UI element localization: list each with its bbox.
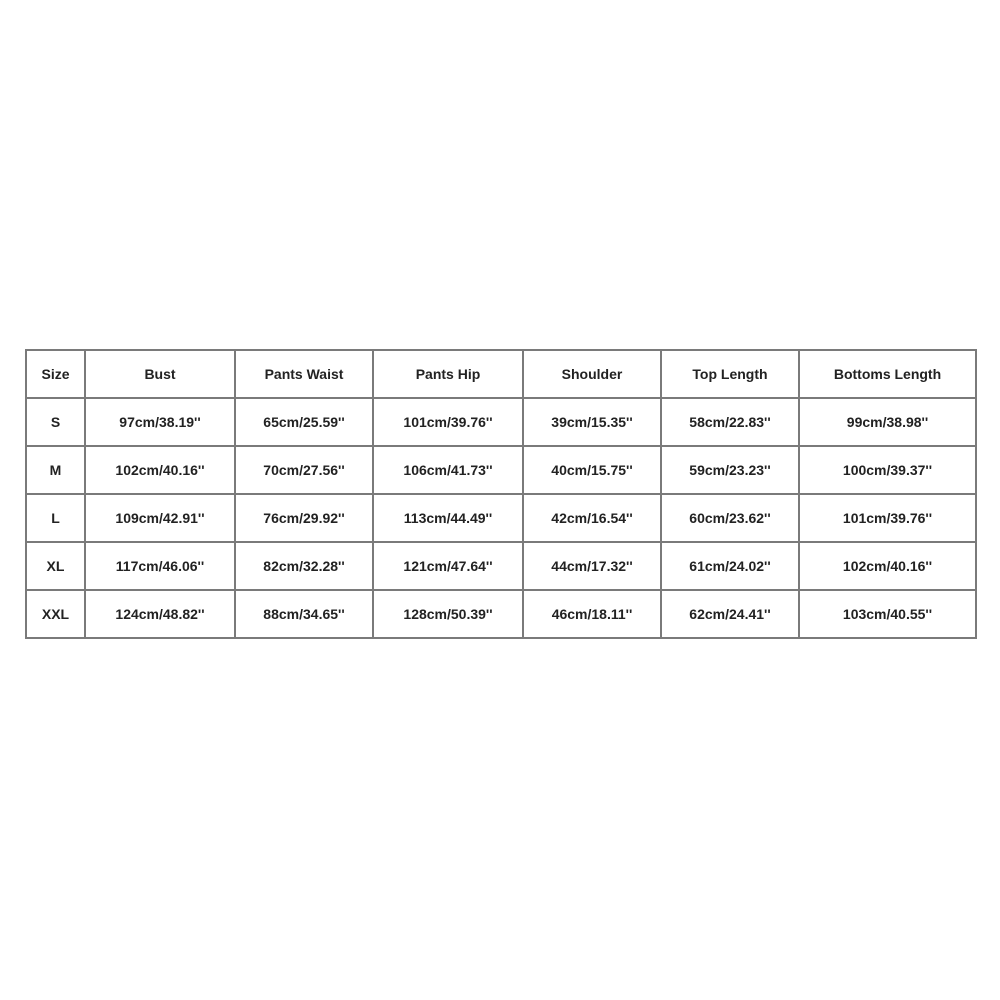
size-chart-table (25, 349, 977, 639)
cell-pants-waist: 88cm/34.65'' (235, 590, 373, 638)
cell-pants-waist: 82cm/32.28'' (235, 542, 373, 590)
header-bottoms-length: Bottoms Length (799, 350, 976, 398)
cell-pants-hip: 101cm/39.76'' (373, 398, 523, 446)
table-row (26, 542, 976, 590)
header-pants-waist: Pants Waist (235, 350, 373, 398)
cell-pants-hip: 121cm/47.64'' (373, 542, 523, 590)
table-row (26, 446, 976, 494)
table-row (26, 494, 976, 542)
cell-size: M (26, 446, 85, 494)
cell-pants-hip: 106cm/41.73'' (373, 446, 523, 494)
cell-top-length: 58cm/22.83'' (661, 398, 799, 446)
cell-bottoms-length: 101cm/39.76'' (799, 494, 976, 542)
cell-shoulder: 46cm/18.11'' (523, 590, 661, 638)
table-row (26, 590, 976, 638)
cell-bust: 102cm/40.16'' (85, 446, 235, 494)
cell-top-length: 62cm/24.41'' (661, 590, 799, 638)
cell-pants-hip: 113cm/44.49'' (373, 494, 523, 542)
cell-size: XXL (26, 590, 85, 638)
cell-size: L (26, 494, 85, 542)
cell-top-length: 60cm/23.62'' (661, 494, 799, 542)
cell-size: XL (26, 542, 85, 590)
cell-bust: 124cm/48.82'' (85, 590, 235, 638)
cell-bottoms-length: 102cm/40.16'' (799, 542, 976, 590)
header-bust: Bust (85, 350, 235, 398)
cell-shoulder: 40cm/15.75'' (523, 446, 661, 494)
cell-shoulder: 39cm/15.35'' (523, 398, 661, 446)
cell-bottoms-length: 99cm/38.98'' (799, 398, 976, 446)
cell-bust: 117cm/46.06'' (85, 542, 235, 590)
cell-bottoms-length: 100cm/39.37'' (799, 446, 976, 494)
cell-pants-hip: 128cm/50.39'' (373, 590, 523, 638)
cell-top-length: 61cm/24.02'' (661, 542, 799, 590)
cell-bust: 109cm/42.91'' (85, 494, 235, 542)
cell-pants-waist: 65cm/25.59'' (235, 398, 373, 446)
cell-pants-waist: 76cm/29.92'' (235, 494, 373, 542)
header-pants-hip: Pants Hip (373, 350, 523, 398)
header-top-length: Top Length (661, 350, 799, 398)
cell-bottoms-length: 103cm/40.55'' (799, 590, 976, 638)
header-shoulder: Shoulder (523, 350, 661, 398)
cell-bust: 97cm/38.19'' (85, 398, 235, 446)
cell-size: S (26, 398, 85, 446)
cell-pants-waist: 70cm/27.56'' (235, 446, 373, 494)
cell-shoulder: 42cm/16.54'' (523, 494, 661, 542)
header-row (26, 350, 976, 398)
cell-shoulder: 44cm/17.32'' (523, 542, 661, 590)
cell-top-length: 59cm/23.23'' (661, 446, 799, 494)
header-size: Size (26, 350, 85, 398)
table-row (26, 398, 976, 446)
